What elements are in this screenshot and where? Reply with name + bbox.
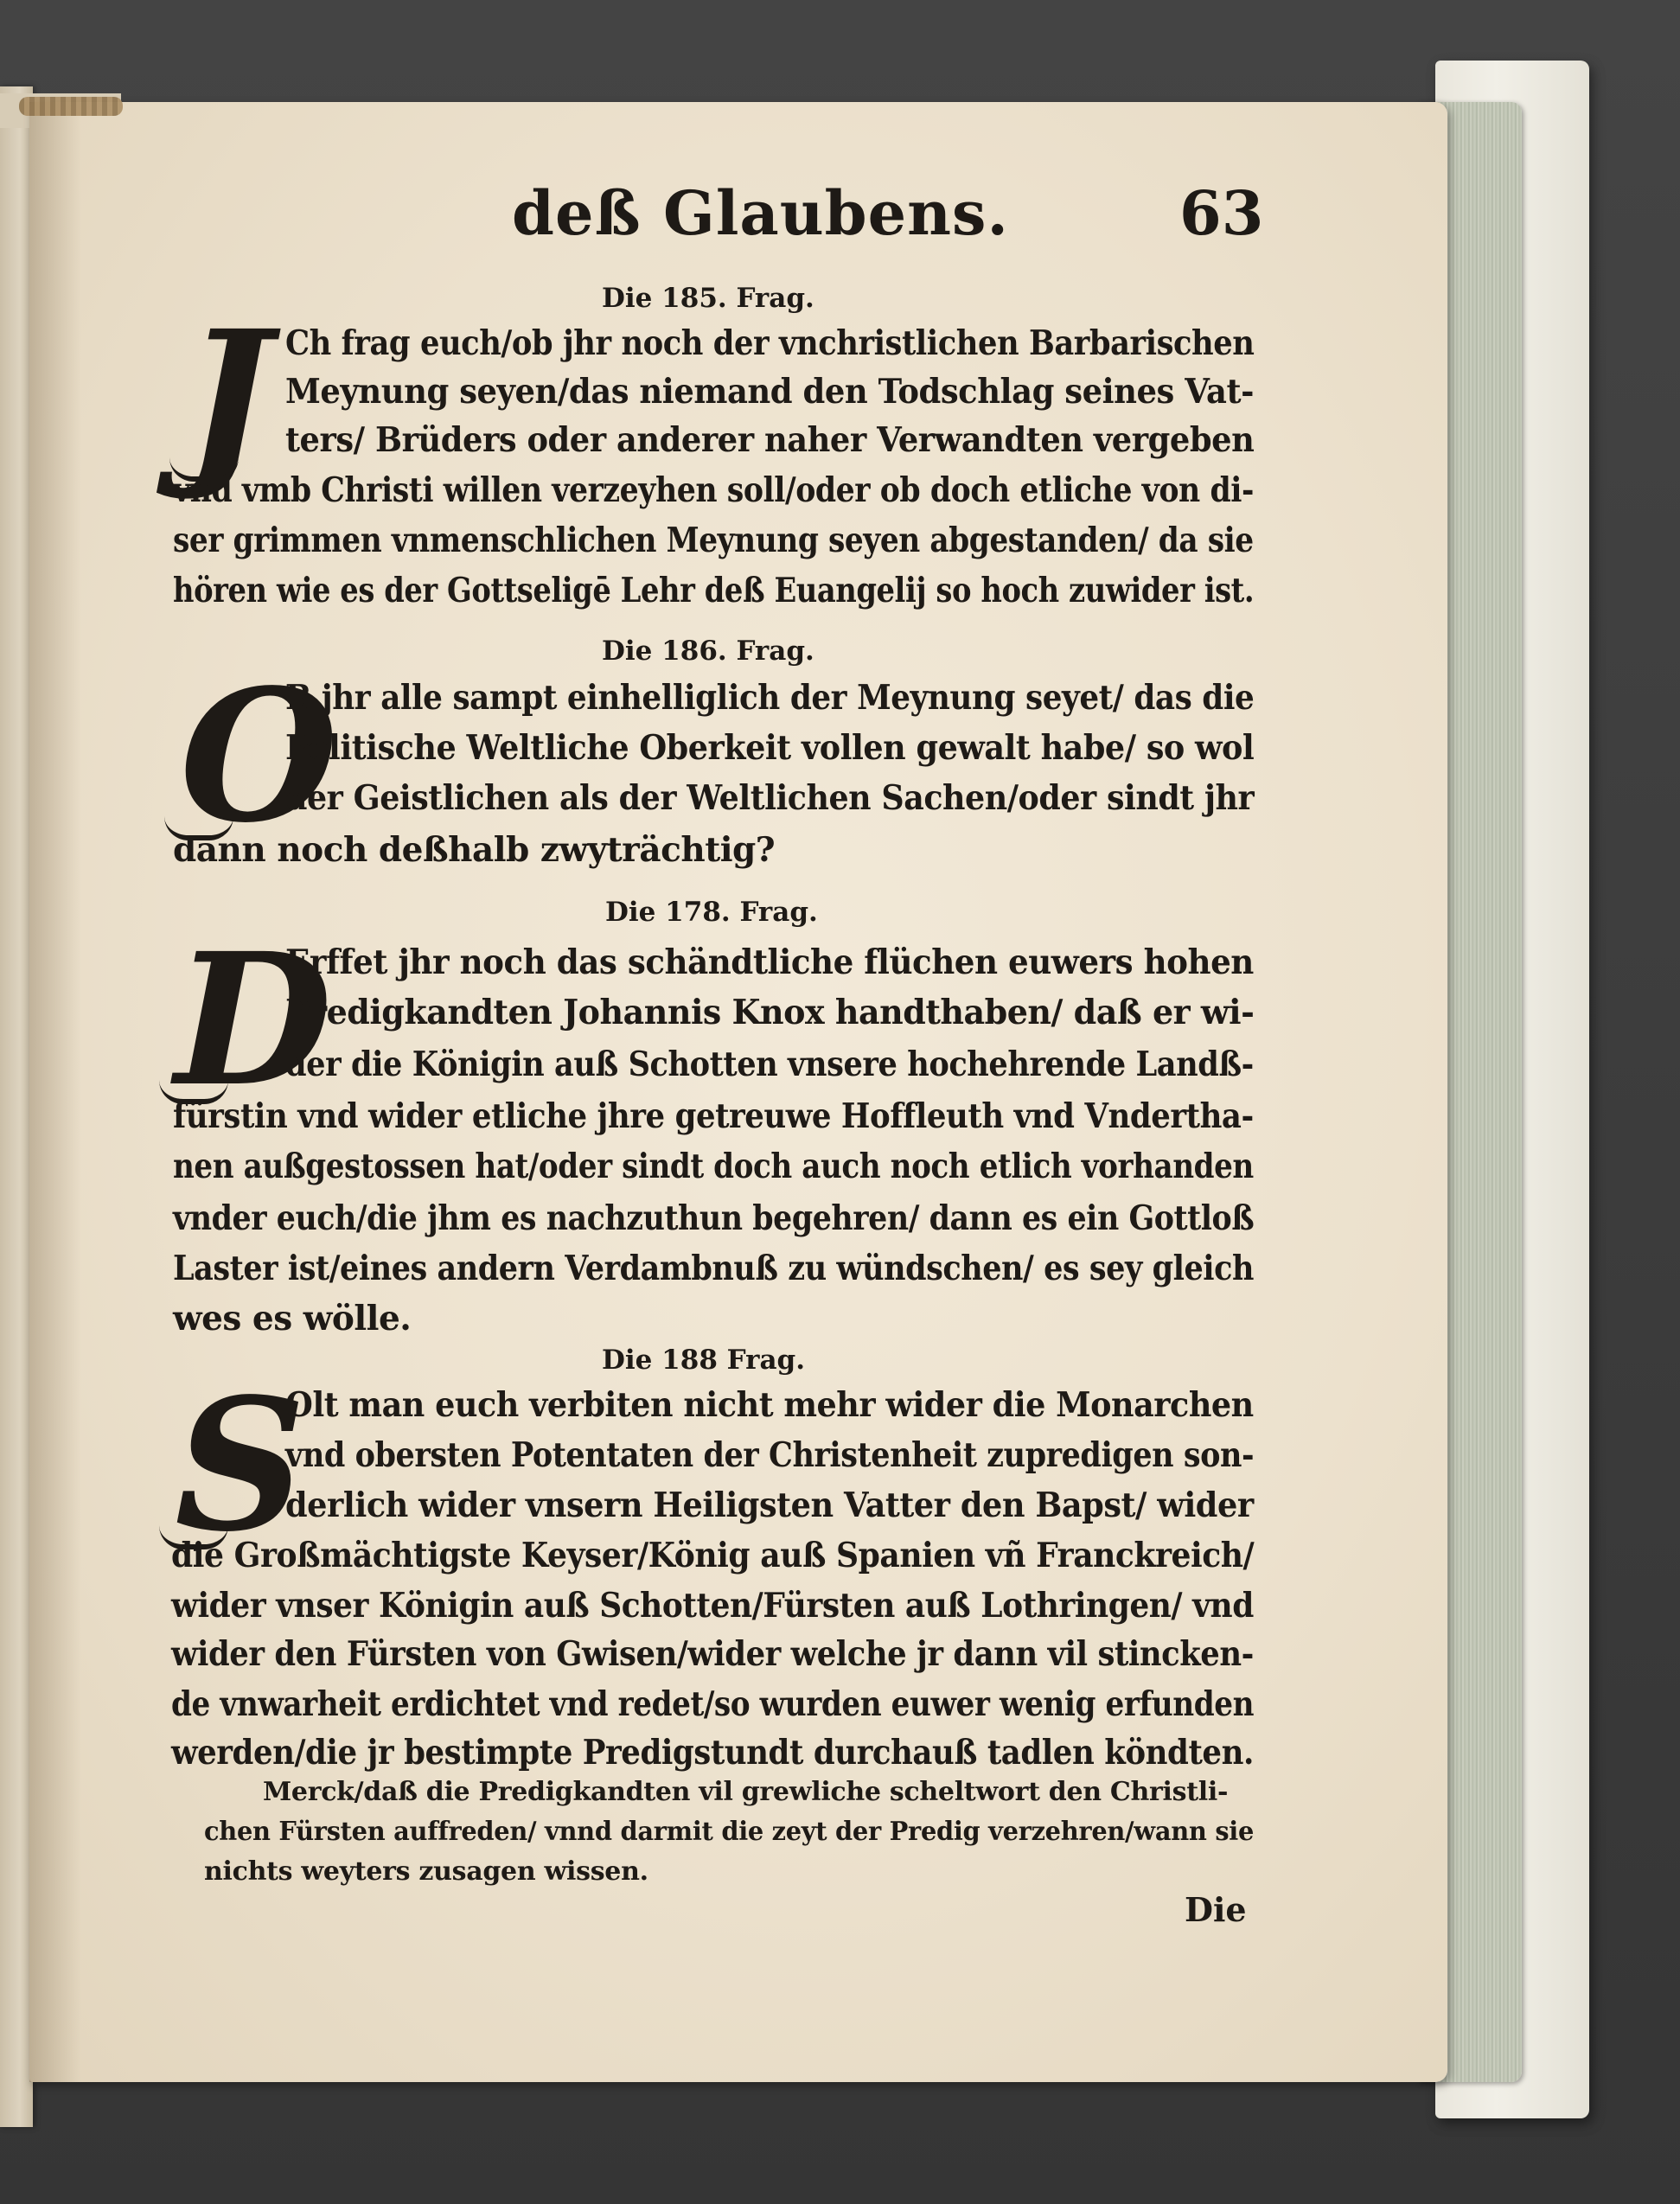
text-line: Laster ist/eines andern Verdambnuß zu wündschen/ es sey gleich: [173, 1249, 1254, 1288]
page-number: 63: [1179, 177, 1264, 249]
left-facing-page: [0, 86, 33, 2127]
running-header-title: deß Glaubens.: [512, 177, 1009, 249]
text-line: Politische Weltliche Oberkeit vollen gewalt habe/ so wol: [285, 728, 1255, 768]
binding-thread: [19, 97, 123, 116]
text-line: fürstin vnd wider etliche jhre getreuwe Hoffleuth vnd Vndertha-: [173, 1096, 1254, 1136]
note-line: nichts weyters zusagen wissen.: [204, 1856, 648, 1887]
text-line: wes es wölle.: [173, 1299, 412, 1338]
note-line: Merck/daß die Predigkandten vil grewliche scheltwort den Christli-: [263, 1777, 1229, 1807]
note-line: chen Fürsten auffreden/ vnnd darmit die zeyt der Predig verzehren/wann sie: [204, 1817, 1255, 1847]
text-line: der die Königin auß Schotten vnsere hochehrende Landß-: [285, 1045, 1254, 1084]
text-line: wider vnser Königin auß Schotten/Fürsten auß Lothringen/ vnd: [171, 1586, 1254, 1626]
text-line: die Großmächtigste Keyser/König auß Spanien vñ Franckreich/: [171, 1536, 1255, 1575]
decorated-initial: O: [180, 649, 338, 863]
text-line: Meynung seyen/das niemand den Todschlag seines Vat-: [285, 372, 1254, 412]
text-line: werden/die jr bestimpte Predigstundt durchauß tadlen köndten.: [171, 1733, 1254, 1773]
decorated-initial: J: [185, 291, 271, 504]
text-line: wider den Fürsten von Gwisen/wider welche jr dann vil stincken-: [171, 1634, 1254, 1674]
question-heading: Die 188 Frag.: [602, 1345, 806, 1376]
text-line: derlich wider vnsern Heiligsten Vatter den Bapst/ wider: [285, 1485, 1254, 1525]
text-line: hören wie es der Gottseligē Lehr deß Euangelij so hoch zuwider ist.: [173, 571, 1255, 610]
catchword: Die: [1185, 1890, 1247, 1929]
question-heading: Die 186. Frag.: [602, 636, 814, 667]
text-line: vnd vmb Christi willen verzeyhen soll/oder ob doch etliche von di-: [173, 470, 1254, 510]
question-heading: Die 185. Frag.: [602, 283, 814, 314]
decorated-initial: S: [175, 1358, 306, 1572]
text-line: de vnwarheit erdichtet vnd redet/so wurden euwer wenig erfunden: [171, 1684, 1255, 1724]
text-line: Ch frag euch/ob jhr noch der vnchristlichen Barbarischen: [285, 323, 1255, 363]
text-line: vnder euch/die jhm es nachzuthun begehren/ dann es ein Gottloß: [173, 1198, 1255, 1238]
text-line: ser grimmen vnmenschlichen Meynung seyen abgestanden/ da sie: [173, 521, 1254, 560]
text-line: dann noch deßhalb zwyträchtig?: [173, 830, 776, 870]
text-line: vnd obersten Potentaten der Christenheit zupredigen son-: [285, 1435, 1255, 1475]
text-line: Erffet jhr noch das schändtliche flüchen euwers hohen: [285, 942, 1254, 982]
decorated-initial: D: [175, 913, 333, 1127]
text-line: B jhr alle sampt einhelliglich der Meynung seyet/ das die: [285, 678, 1255, 718]
text-line: Predigkandten Johannis Knox handthaben/ daß er wi-: [285, 993, 1255, 1032]
question-heading: Die 178. Frag.: [605, 897, 818, 928]
text-line: nen außgestossen hat/oder sindt doch auch noch etlich vorhanden: [173, 1147, 1254, 1186]
text-line: ters/ Brüders oder anderer naher Verwandten vergeben: [285, 420, 1255, 460]
text-line: der Geistlichen als der Weltlichen Sachen/oder sindt jhr: [285, 778, 1255, 818]
text-line: Olt man euch verbiten nicht mehr wider die Monarchen: [285, 1385, 1254, 1425]
